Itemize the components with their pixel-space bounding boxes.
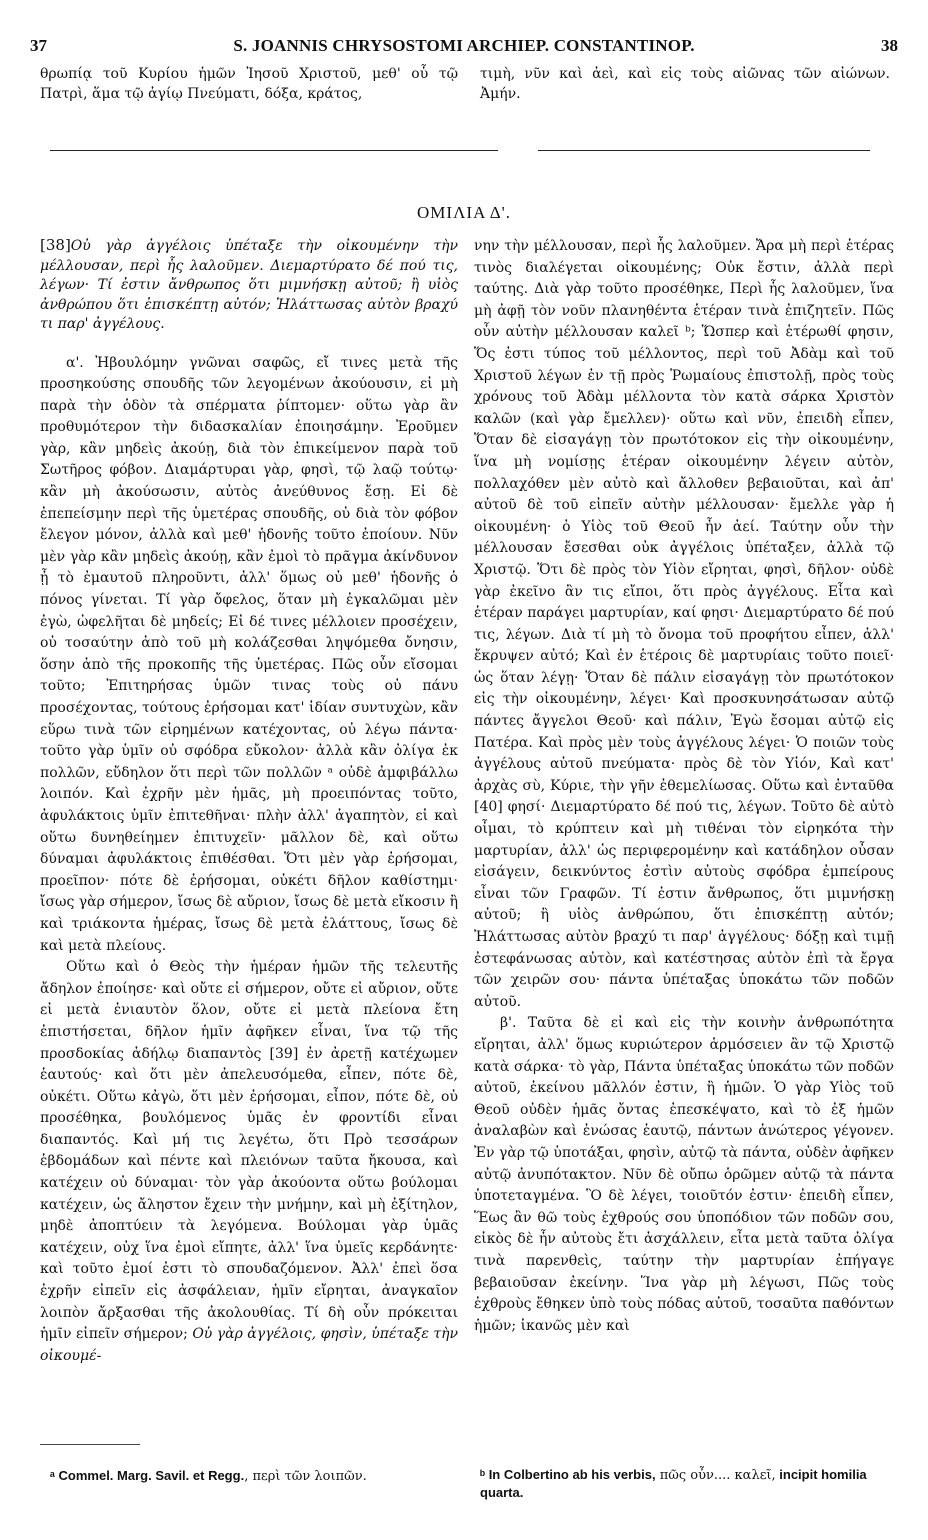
- left-paragraph-1: α'. Ἠβουλόμην γνῶναι σαφῶς, εἴ τινες μετὰ τῆς προσηκούσης σπουδῆς τῶν λεγομένων ἀκούουσιν, εἰ μὴ παρὰ τὴν ὁδὸν τὰ σπέρματα ῥίπτομεν· οὕτω γὰρ ἂν προθυμότερον τὴν διδασκαλίαν ἐποιησάμην. Ἐροῦμεν γὰρ, κἂν μηδεὶς ἀκούῃ, διὰ τὸν ἐπικείμενον παρὰ τοῦ Σωτῆρος φόβον. Διαμάρτυραι γὰρ, φησὶ, τῷ λαῷ τούτῳ· κἂν μὴ ἀκούσωσιν, αὐτὸς ἀνεύθυνος ἔσῃ. Εἰ δὲ ἐπεπείσμην περὶ τῆς ὑμετέρας σπουδῆς, οὐ διὰ τὸν φόβον ἔλεγον μόνον, ἀλλὰ καὶ μεθ' ἡδονῆς τοῦτο ἐποίουν. Νῦν μὲν γὰρ κἂν μηδεὶς ἀκούῃ, κἂν ἐμοὶ τὸ πρᾶγμα ἀκίνδυνον ᾖ τὸ ἐμαυτοῦ πληροῦντι, ἀλλ' ὅμως οὐ μεθ' ἡδονῆς ὁ πόνος γίνεται. Τί γὰρ ὄφελος, ὅταν μὴ ἐγκαλῶμαι μὲν ἐγὼ, ὠφελῆται δὲ μηδείς; Εἰ δέ τινες μέλλοιεν προσέχειν, οὐ τοσαύτην ἀπὸ τοῦ μὴ κολάζεσθαι ληψόμεθα ὄνησιν, ὅσην ἀπὸ τῆς προκοπῆς τῆς ὑμετέρας. Πῶς οὖν εἴσομαι τοῦτο; Ἐπιτηρήσας ὑμῶν τινας τοὺς οὐ πάνυ προσέχοντας, τούτους ἐρήσομαι κατ' ἰδίαν συντυχὼν, κἂν εὕρω τινὰ τῶν εἰρημένων κατέχοντας, οὐ λέγω πάντα· τοῦτο γὰρ ὑμῖν οὐ σφόδρα εὔκολον· ἀλλὰ κἂν ὀλίγα ἐκ πολλῶν, εὔδηλον ὅτι περὶ τῶν πολλῶν ᵃ οὐδὲ ἀμφιβάλλω λοιπόν. Καὶ ἐχρῆν μὲν ἡμᾶς, μὴ προειπόντας τοῦτο, ἀφυλάκτοις ὑμῖν ἐπιτεθῆναι· πλὴν ἀλλ' ἀγαπητὸν, εἰ καὶ οὕτω δυνηθείημεν ἐπιτυχεῖν· μᾶλλον δὲ, καὶ οὕτω δύναμαι ἀφυλάκτοις ἐπιθέσθαι. Ὅτι μὲν γὰρ ἐρήσομαι, προεῖπον· πότε δὲ ἐρήσομαι, οὐκέτι δῆλον καθίστημι· ἴσως γὰρ σήμερον, ἴσως δὲ αὔριον, ἴσως δὲ μετὰ εἴκοσιν ἢ καὶ τριάκοντα ἡμέρας, ἴσως δὲ μετὰ ἐλάττους, ἴσως δὲ καὶ μετὰ πλείους.: [40, 354, 458, 954]
- footnote-a-greek: , περὶ τῶν λοιπῶν.: [244, 1469, 367, 1484]
- footnote-b-latin-end: incipit homilia quarta.: [480, 1467, 867, 1500]
- page-number-right: 38: [881, 36, 898, 55]
- left-paragraph-2: [40, 957, 458, 1367]
- page-number-left: 37: [30, 36, 47, 55]
- footnote-b-latin: ᵇ In Colbertino ab his verbis,: [480, 1467, 656, 1482]
- section-rule-right: [538, 150, 870, 151]
- continuation-left: [40, 64, 458, 104]
- footnote-rule: [40, 1444, 140, 1445]
- running-title: S. JOANNIS CHRYSOSTOMI ARCHIEP. CONSTANTINOP.: [233, 36, 695, 55]
- right-paragraph-1: νην τὴν μέλλουσαν, περὶ ἧς λαλοῦμεν. Ἄρα μὴ περὶ ἑτέρας τινὸς διαλέγεται οἰκουμένης; Οὐκ ἔστιν, ἀλλὰ περὶ ταύτης. Διὰ γὰρ τοῦτο προσέθηκε, Περὶ ἧς λαλοῦμεν, ἵνα μὴ ἀφῇ τὸν νοῦν πλανηθέντα ἑτέραν τινὰ ἐπιζητεῖν. Πῶς οὖν αὐτὴν μέλλουσαν καλεῖ ᵇ; Ὥσπερ καὶ ἑτέρωθί φησιν, Ὅς ἐστι τύπος τοῦ μέλλοντος, περὶ τοῦ Ἀδὰμ καὶ τοῦ Χριστοῦ λέγων ἐν τῇ πρὸς Ῥωμαίους ἐπιστολῇ, πρὸς τοὺς χρόνους τοῦ Ἀδὰμ μέλλοντα τὸν κατὰ σάρκα Χριστὸν καλῶν (καὶ γὰρ ἔμελλεν)· οὕτω καὶ νῦν, ἐπειδὴ εἶπεν, Ὅταν δὲ εἰσαγάγῃ τὸν πρωτότοκον εἰς τὴν οἰκουμένην, ἵνα μὴ νομίσῃς ἑτέραν οἰκουμένην λέγειν αὐτὸν, πολλαχόθεν μὲν αὐτὸ καὶ ἄλλοθεν βεβαιοῦται, καὶ ἀπ' αὐτοῦ δὲ τοῦ εἰπεῖν αὐτὴν μέλλουσαν· ἔμελλε γὰρ ἡ οἰκουμένη· ὁ Υἱὸς τοῦ Θεοῦ ἦν ἀεί. Ταύτην οὖν τὴν μέλλουσαν ἔσεσθαι οὐκ ἀγγέλοις ὑπέταξεν, ἀλλὰ τῷ Χριστῷ. Ὅτι δὲ πρὸς τὸν Υἱὸν εἴρηται, φησὶ, δῆλον· οὐδὲ γὰρ ἐκεῖνο ἂν τις εἴποι, ὅτι πρὸς ἀγγέλους. Εἶτα καὶ ἑτέραν παράγει μαρτυρίαν, καί φησι· Διεμαρτύρατο δέ πού τις, λέγων. Διὰ τί μὴ τὸ ὄνομα τοῦ προφήτου εἶπεν, ἀλλ' ἔκρυψεν αὐτό; Καὶ ἐν ἑτέροις δὲ μαρτυρίαις τοῦτο ποιεῖ· ὡς ὅταν λέγῃ· Ὅταν δὲ πάλιν εἰσαγάγῃ τὸν πρωτότοκον εἰς τὴν οἰκουμένην, λέγει· Καὶ προσκυνησάτωσαν αὐτῷ πάντες ἄγγελοι Θεοῦ· καὶ πάλιν, Ἐγὼ ἔσομαι αὐτῷ εἰς Πατέρα. Καὶ πρὸς μὲν τοὺς ἀγγέλους λέγει· Ὁ ποιῶν τοὺς ἀγγέλους αὐτοῦ πνεύματα· πρὸς δὲ τὸν Υἱόν, Καὶ κατ' ἀρχὰς σὺ, Κύριε, τὴν γῆν ἐθεμελίωσας. Οὕτω καὶ ἐνταῦθα [40] φησί· Διεμαρτύρατο δέ πού τις, λέγων. Τοῦτο δὲ αὐτὸ οἶμαι, τὸ κρύπτειν καὶ μὴ τιθέναι τὸν εἰρηκότα τὴν μαρτυρίαν, ἀλλ' ὡς περιφερομένην καὶ κατάδηλον οὖσαν εἰσάγειν, δεικνύντος ἐστὶν αὐτοὺς σφόδρα ἐμπείρους εἶναι τῶν Γραφῶν. Τί ἐστιν ἄνθρωπος, ὅτι μιμνήσκῃ αὐτοῦ; ἢ υἱὸς ἀνθρώπου, ὅτι ἐπισκέπτῃ αὐτόν; Ἠλάττωσας αὐτὸν βραχύ τι παρ' ἀγγέλους· δόξῃ καὶ τιμῇ ἐστεφάνωσας αὐτὸν, καὶ κατέστησας αὐτὸν ἐπὶ τὰ ἔργα τῶν χειρῶν σου· πάντα ὑπέταξας ὑποκάτω τῶν ποδῶν αὐτοῦ.: [474, 238, 894, 1010]
- footnote-b-greek: πῶς οὖν.... καλεῖ,: [655, 1468, 776, 1483]
- continuation-left-text: θρωπίᾳ τοῦ Κυρίου ἡμῶν Ἰησοῦ Χριστοῦ, μεθ' οὗ τῷ Πατρὶ, ἅμα τῷ ἁγίῳ Πνεύματι, δόξα, κράτος,: [40, 66, 458, 102]
- lemma-text: Οὐ γὰρ ἀγγέλοις ὑπέταξε τὴν οἰκουμένην τὴν μέλλουσαν, περὶ ἧς λαλοῦμεν. Διεμαρτύρατο δέ πού τις, λέγων· Τί ἐστιν ἄνθρωπος ὅτι μιμνήσκῃ αὐτοῦ; ἢ υἱὸς ἀνθρώπου ὅτι ἐπισκέπτῃ αὐτόν; Ἠλάττωσας αὐτὸν βραχύ τι παρ' ἀγγέλους.: [40, 238, 458, 332]
- left-column: [40, 236, 458, 1367]
- footnote-b: [480, 1466, 900, 1502]
- section-rule-left: [50, 150, 498, 151]
- footnote-a: [50, 1468, 470, 1484]
- running-head: [30, 36, 898, 58]
- scripture-lemma: [40, 236, 458, 335]
- footnote-a-latin: ᵃ Commel. Marg. Savil. et Regg.: [50, 1468, 245, 1483]
- right-paragraph-2: β'. Ταῦτα δὲ εἰ καὶ εἰς τὴν κοινὴν ἀνθρωπότητα εἴρηται, ἀλλ' ὅμως κυριώτερον ἁρμόσειεν ἂν τῷ Χριστῷ κατὰ σάρκα· τὸ γὰρ, Πάντα ὑπέταξας ὑποκάτω τῶν ποδῶν αὐτοῦ, ἐκείνου μᾶλλόν ἐστιν, ἢ ἡμῶν. Ὁ γὰρ Υἱὸς τοῦ Θεοῦ οὐδὲν ἡμᾶς ὄντας ἐπεσκέψατο, καὶ τὸ ἐξ ἡμῶν ἀναλαβὼν καὶ ἑνώσας ἑαυτῷ, πάντων ἀνώτερος γέγονεν. Ἐν γὰρ τῷ ὑποτάξαι, φησὶν, αὐτῷ τὰ πάντα, οὐδὲν ἀφῆκεν αὐτῷ ἀνυπότακτον. Νῦν δὲ οὔπω ὁρῶμεν αὐτῷ τὰ πάντα ὑποτεταγμένα. Ὃ δὲ λέγει, τοιοῦτόν ἐστιν· ἐπειδὴ εἶπεν, Ἕως ἂν θῶ τοὺς ἐχθρούς σου ὑποπόδιον τῶν ποδῶν σου, εἰκὸς δὲ ἦν αὐτοὺς ἔτι ἀσχάλλειν, εἶτα μετὰ ταῦτα ὀλίγα τινὰ παρενθεὶς, ταύτην τὴν μαρτυρίαν ἐπήγαγε βεβαιοῦσαν ἐκείνην. Ἵνα γὰρ μὴ λέγωσι, Πῶς τοὺς ἐχθροὺς ἔθηκεν ὑπὸ τοὺς πόδας αὐτοῦ, τοσαῦτα παθόντων ἡμῶν; ἱκανῶς μὲν καὶ: [474, 1015, 894, 1334]
- homily-title: ΟΜΙΛΙΑ Δ'.: [417, 203, 511, 222]
- left-paragraph-2-quote: Οὐ γὰρ ἀγγέλοις, φησὶν, ὑπέταξε τὴν οἰκουμέ-: [40, 1326, 459, 1364]
- right-column: [474, 236, 894, 1337]
- continuation-right-text: τιμὴ, νῦν καὶ ἀεὶ, καὶ εἰς τοὺς αἰῶνας τῶν αἰώνων. Ἀμήν.: [480, 66, 890, 102]
- left-paragraph-2-text: Οὕτω καὶ ὁ Θεὸς τὴν ἡμέραν ἡμῶν τῆς τελευτῆς ἄδηλον ἐποίησε· καὶ οὔτε εἰ σήμερον, οὔτε εἰ αὔριον, οὔτε εἰ μετὰ ἐνιαυτὸν ὅλον, οὔτε εἰ μετὰ πλείονα ἔτη ἐπιστήσεται, δῆλον ἡμῖν ἀφῆκεν εἶναι, ἵνα τῷ τῆς προσδοκίας ἀδήλῳ διαπαντὸς [39] ἐν ἀρετῇ κατέχωμεν ἑαυτούς· καὶ ὅτι μὲν ἀπελευσόμεθα, εἶπεν, πότε δὲ, οὐκέτι. Οὕτω κἀγὼ, ὅτι μὲν ἐρήσομαι, εἶπον, πότε δὲ, οὐ προσέθηκα, βουλόμενος ὑμᾶς ἐν φροντίδι εἶναι διαπαντός. Καὶ μή τις λεγέτω, ὅτι Πρὸ τεσσάρων ἑβδομάδων καὶ πέντε καὶ πλειόνων ταῦτα ἤκουσα, καὶ κατέχειν οὐ δύναμαι· τὸν γὰρ ἀκούοντα οὕτω βούλομαι κατέχειν, ὡς ἄληστον ἔχειν τὴν μνήμην, καὶ μὴ ἐξίτηλον, μηδὲ ἀποπτύειν τὰ λεγόμενα. Βούλομαι γὰρ ὑμᾶς κατέχειν, οὐχ ἵνα ἐμοὶ εἴπητε, ἀλλ' ἵνα ὑμεῖς κερδάνητε· καὶ τοῦτο ἐμοί ἐστι τὸ σπουδαζόμενον. Ἀλλ' ἐπεὶ ὅσα ἐχρῆν εἰπεῖν εἰς ἀσφάλειαν, ἡμῖν εἴρηται, ἀναγκαῖον λοιπὸν ἄρξασθαι τῆς ἀκολουθίας. Τί δὴ οὖν πρόκειται ἡμῖν εἰπεῖν σήμερον;: [40, 959, 458, 1343]
- lemma-page-ref: [38]: [40, 236, 71, 254]
- continuation-right: [480, 64, 890, 104]
